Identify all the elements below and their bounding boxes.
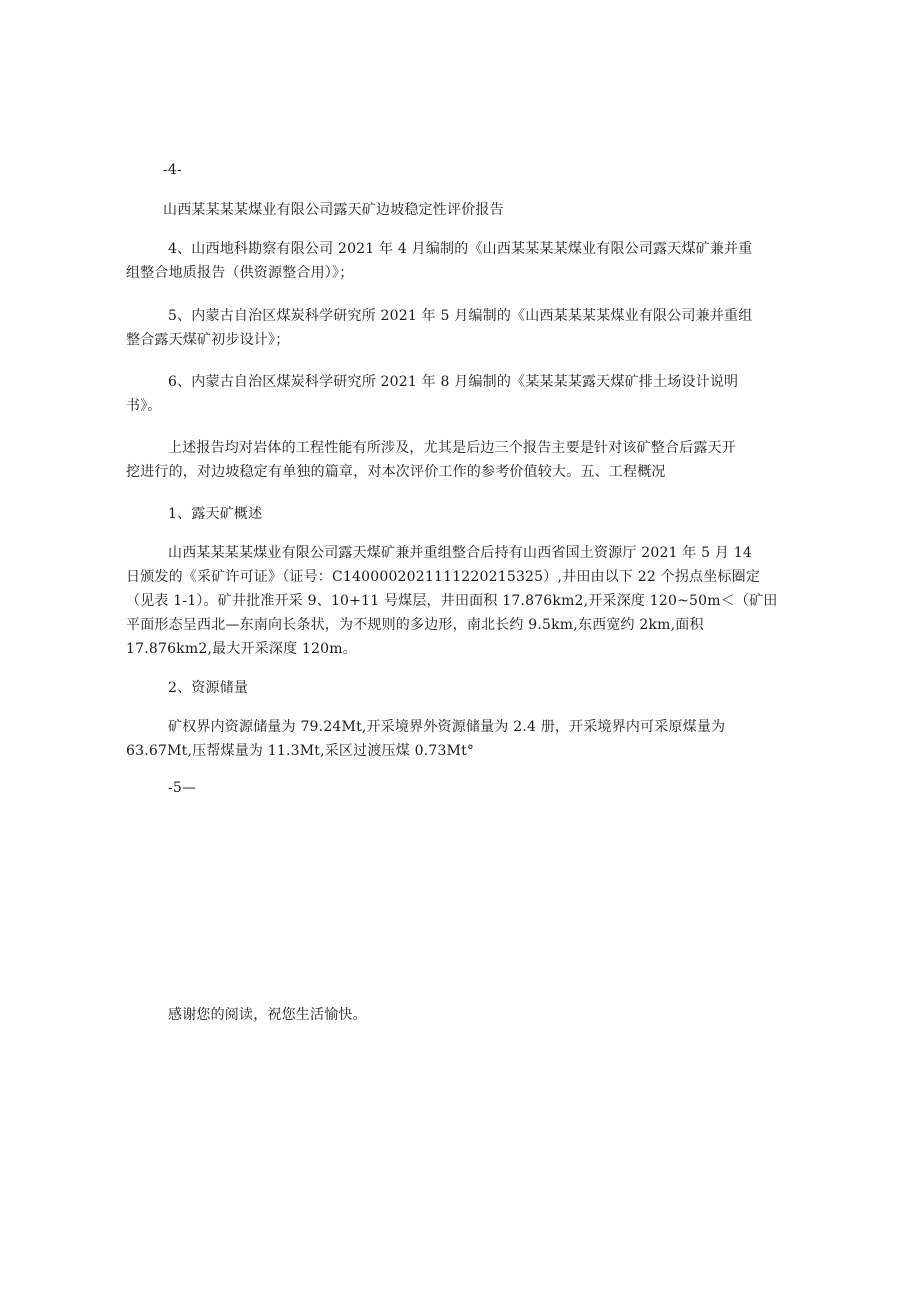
reference-item-5 [126, 304, 793, 352]
reference-item-4-line1: 4、山西地科勘察有限公司 2021 年 4 月编制的《山西某某某某煤业有限公司露天煤矿兼并重 [168, 241, 753, 257]
section1-body [126, 541, 793, 661]
section1-line2: 日颁发的《采矿许可证》（证号：C1400002021111220215325）,井田由以下 22 个拐点坐标圈定 [126, 569, 761, 585]
page-number-top: -4- [163, 162, 182, 178]
section1-line3: （见表 1-1）。矿井批准开采 9、10+11 号煤层，井田面积 17.876km2,开采深度 120~50m＜（矿田 [126, 593, 778, 609]
reference-item-4 [126, 237, 793, 285]
reference-item-5-line1: 5、内蒙古自治区煤炭科学研究所 2021 年 5 月编制的《山西某某某某煤业有限公司兼并重组 [168, 308, 753, 324]
section2-line1: 矿权界内资源储量为 79.24Mt,开采境界外资源储量为 2.4 册，开采境界内可采原煤量为 [168, 719, 726, 735]
running-title: 山西某某某某煤业有限公司露天矿边坡稳定性评价报告 [163, 202, 504, 218]
section1-heading: 1、露天矿概述 [168, 506, 263, 522]
reference-item-6-line1: 6、内蒙古自治区煤炭科学研究所 2021 年 8 月编制的《某某某某露天煤矿排土场设计说明 [168, 374, 739, 390]
section1-line1: 山西某某某某煤业有限公司露天煤矿兼并重组整合后持有山西省国土资源厅 2021 年 5 月 14 [168, 545, 752, 561]
section1-line5: 17.876km2,最大开采深度 120m。 [126, 641, 357, 657]
section1-line4: 平面形态呈西北—东南向长条状，为不规则的多边形，南北长约 9.5km,东西宽约 2km,面积 [126, 617, 704, 633]
section2-body [126, 715, 793, 763]
reference-item-4-line2: 组整合地质报告（供资源整合用）》； [126, 265, 354, 281]
summary-paragraph [126, 436, 793, 484]
summary-line2: 挖进行的，对边坡稳定有单独的篇章，对本次评价工作的参考价值较大。五、工程概况 [126, 464, 666, 480]
reference-item-5-line2: 整合露天煤矿初步设计》； [126, 332, 290, 348]
closing-text: 感谢您的阅读，祝您生活愉快。 [168, 1007, 367, 1023]
section2-heading: 2、资源储量 [168, 680, 249, 696]
reference-item-6 [126, 370, 793, 418]
page-number-bottom: -5— [168, 780, 197, 796]
section2-line2: 63.67Mt,压帮煤量为 11.3Mt,采区过渡压煤 0.73Mt° [126, 743, 475, 759]
summary-line1: 上述报告均对岩体的工程性能有所涉及，尤其是后边三个报告主要是针对该矿整合后露天开 [168, 440, 736, 456]
reference-item-6-line2: 书》。 [126, 398, 162, 414]
